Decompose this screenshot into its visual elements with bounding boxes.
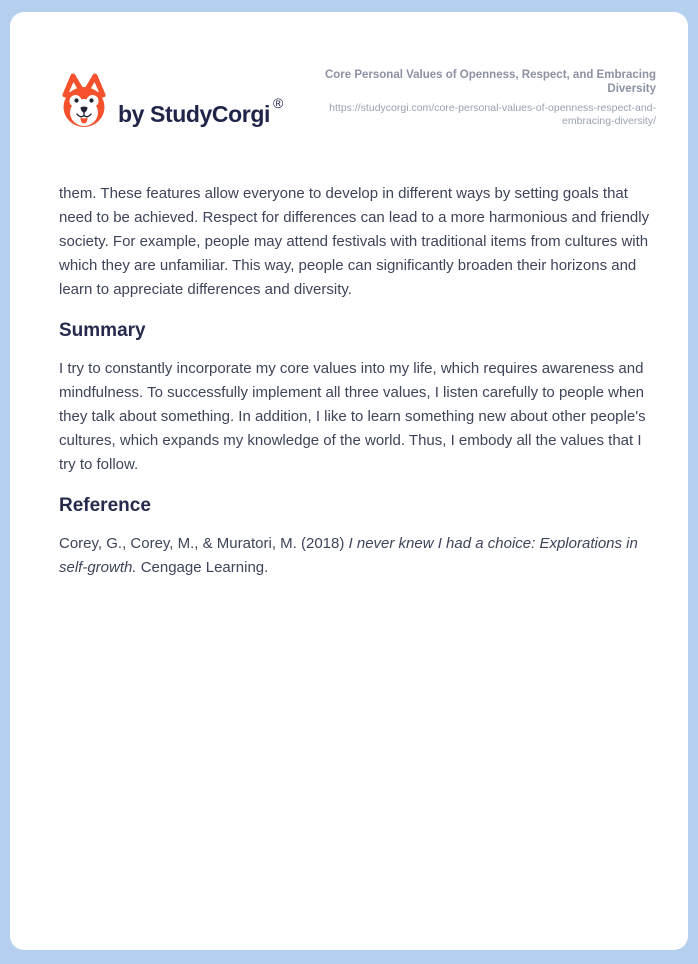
brand-name (118, 95, 284, 128)
registered-trademark: ® (272, 95, 284, 111)
citation-publisher: Cengage Learning. (136, 559, 269, 576)
document-card (10, 12, 688, 950)
citation-title-italic: I never knew I had a choice: Explorations in self-growth. (59, 535, 638, 576)
reference-heading: Reference (59, 495, 151, 516)
document-url-link[interactable]: https://studycorgi.com/core-personal-values-of-openness-respect-and-embracing-diversity/ (329, 102, 656, 127)
document-title: Core Personal Values of Openness, Respect, and Embracing Diversity (324, 69, 656, 95)
document-header (59, 69, 656, 128)
reference-citation (59, 532, 656, 580)
summary-paragraph: I try to constantly incorporate my core values into my life, which requires awareness and mindfulness. To successfully implement all three values, I listen carefully to people when they talk about something. In addition, I like to learn something new about other people's cultures, which expands my knowledge of the world. Thus, I embody all the values that I try to follow. (59, 360, 646, 473)
citation-authors: Corey, G., Corey, M., & Muratori, M. (2018) (59, 535, 349, 552)
document-content (59, 182, 656, 580)
brand (59, 72, 283, 128)
summary-heading: Summary (59, 320, 146, 341)
brand-name-text: by StudyCorgi (118, 101, 270, 127)
document-meta (324, 68, 656, 128)
intro-paragraph: them. These features allow everyone to develop in different ways by setting goals that need to be achieved. Respect for differences can lead to a more harmonious and friendly society. For example, people may attend festivals with traditional items from cultures with which they are unfamiliar. This way, people can significantly broaden their horizons and learn to appreciate differences and diversity. (59, 185, 650, 298)
corgi-logo-icon (59, 72, 109, 128)
